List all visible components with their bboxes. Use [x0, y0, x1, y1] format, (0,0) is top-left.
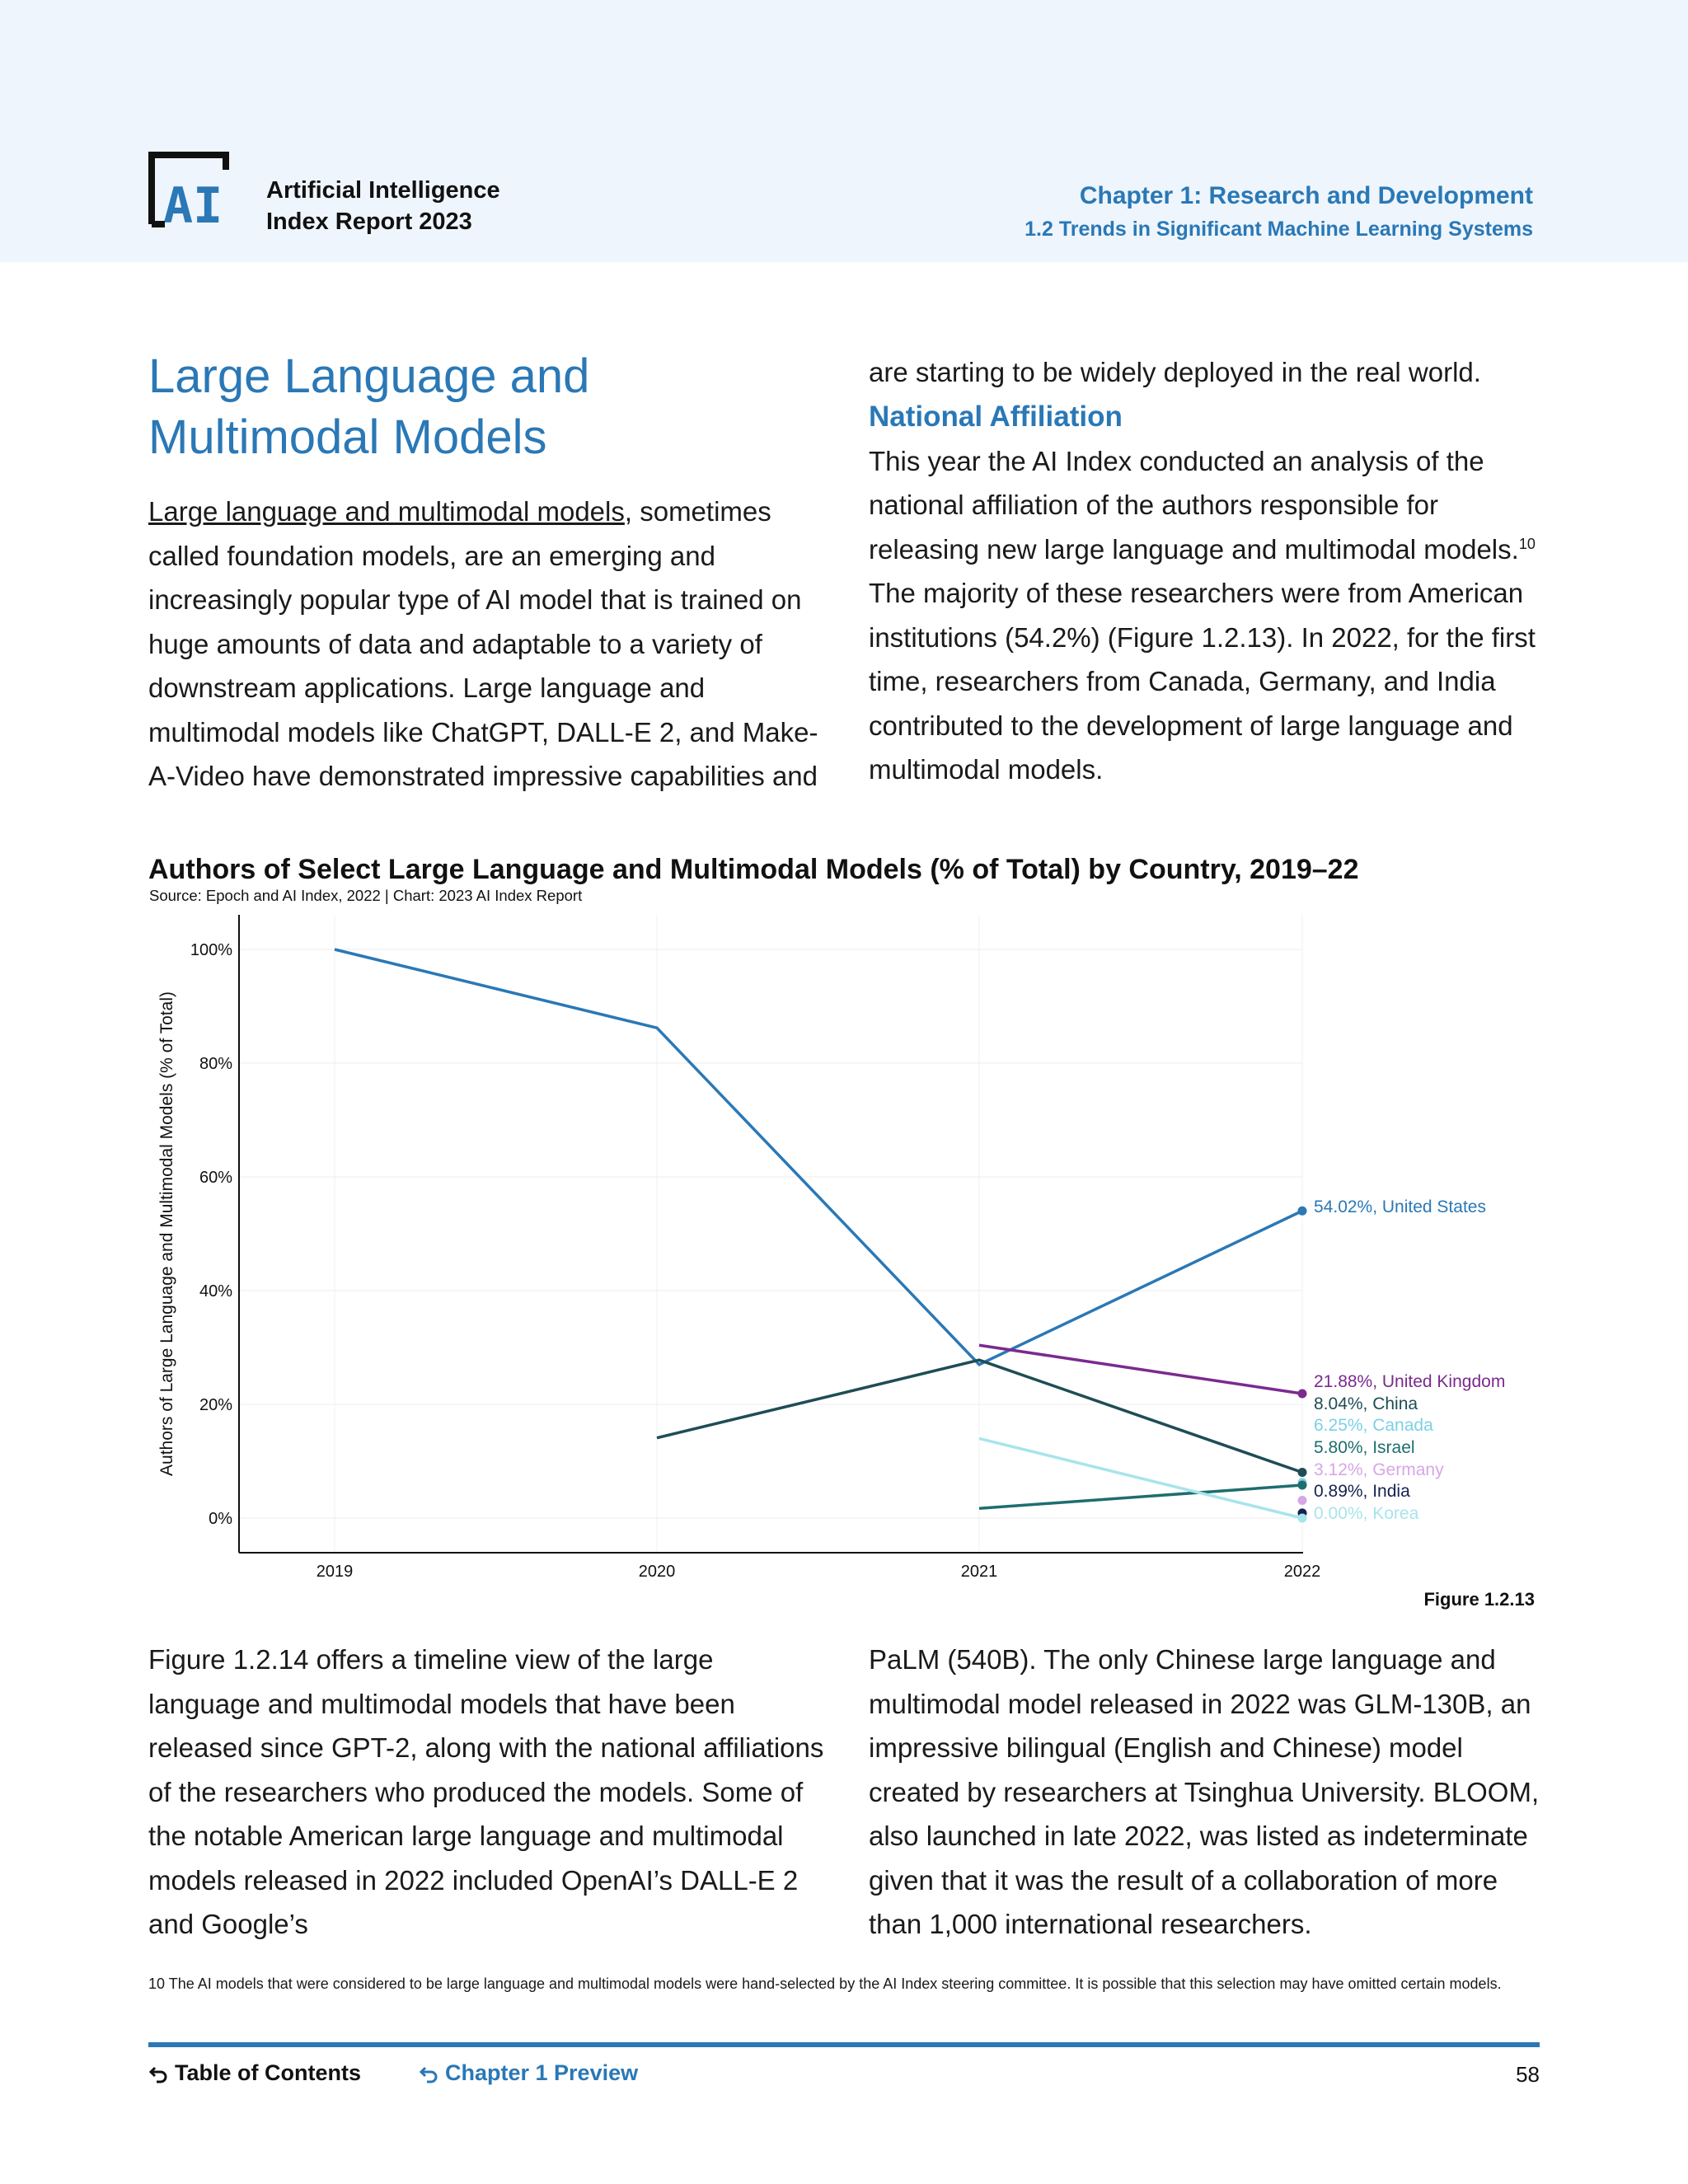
- series-label-canada: 6.25%, Canada: [1314, 1416, 1433, 1435]
- page-title: [148, 346, 824, 468]
- timeline-paragraph: Figure 1.2.14 offers a timeline view of the large language and multimodal models that have been released since GPT-2, along with the national affiliations of the researchers who produced the models. Some of the notable American large language and multimodal models released in 2022 included OpenAI’s DALL-E 2 and Google’s: [148, 1644, 824, 1939]
- x-tick-label: 2020: [638, 1563, 676, 1581]
- chapter-title: Chapter 1: Research and Development: [1079, 182, 1533, 209]
- y-tick-label: 100%: [190, 941, 232, 959]
- series-point-united-states: [1298, 1207, 1307, 1216]
- y-axis-label: Authors of Large Language and Multimodal Models (% of Total): [157, 991, 176, 1476]
- ai-index-logo: [148, 148, 239, 229]
- national-affiliation-heading: National Affiliation: [869, 400, 1123, 433]
- section-title: 1.2 Trends in Significant Machine Learning Systems: [1025, 218, 1533, 241]
- y-tick-label: 20%: [199, 1396, 232, 1414]
- report-title-line2: Index Report 2023: [266, 209, 472, 235]
- footnote-ref[interactable]: 10: [1518, 535, 1536, 552]
- toc-label: Table of Contents: [175, 2060, 361, 2085]
- chapter-header: [1025, 180, 1533, 244]
- series-label-israel: 5.80%, Israel: [1314, 1438, 1415, 1457]
- page-title-line2: Multimodal Models: [148, 410, 547, 464]
- footnote: 10 The AI models that were considered to be large language and multimodal models were hand-selected by the AI Index steering committee. It is possible that this selection may have omitted certain models.: [148, 1975, 1502, 1992]
- report-brand: [266, 175, 500, 237]
- y-tick-label: 60%: [199, 1169, 232, 1187]
- bottom-right-column: [869, 1638, 1553, 1947]
- affiliation-paragraph: [869, 439, 1545, 792]
- series-label-india: 0.89%, India: [1314, 1482, 1410, 1501]
- series-line-united-kingdom: [979, 1345, 1302, 1394]
- table-of-contents-link[interactable]: [148, 2060, 361, 2086]
- x-tick-label: 2019: [316, 1563, 354, 1581]
- report-title-line1: Artificial Intelligence: [266, 177, 500, 204]
- footer-divider: [148, 2042, 1540, 2047]
- page-title-line1: Large Language and: [148, 349, 590, 403]
- chart-source: Source: Epoch and AI Index, 2022 | Chart: 2023 AI Index Report: [149, 887, 583, 904]
- figure-label: Figure 1.2.13: [1423, 1589, 1535, 1610]
- left-intro-column: [148, 490, 832, 799]
- series-point-united-kingdom: [1298, 1390, 1307, 1399]
- series-label-germany: 3.12%, Germany: [1314, 1460, 1444, 1479]
- y-tick-label: 80%: [199, 1055, 232, 1073]
- return-arrow-icon: [419, 2064, 438, 2084]
- series-label-china: 8.04%, China: [1314, 1394, 1418, 1413]
- y-tick-label: 0%: [209, 1510, 232, 1528]
- right-intro-column: [869, 350, 1545, 792]
- x-tick-label: 2022: [1283, 1563, 1321, 1581]
- affiliation-text-cont: The majority of these researchers were from American institutions (54.2%) (Figure 1.2.13). In 2022, for the first time, researchers from Canada, Germany, and India contributed to the development of large language and multimodal models.: [869, 578, 1536, 785]
- y-tick-label: 40%: [199, 1282, 232, 1301]
- chart-title: Authors of Select Large Language and Multimodal Models (% of Total) by Country, 2019–22: [148, 854, 1359, 885]
- page-number: 58: [1516, 2062, 1540, 2087]
- series-point-china: [1298, 1468, 1307, 1477]
- llm-link[interactable]: Large language and multimodal models: [148, 496, 625, 527]
- chapter-preview-label: Chapter 1 Preview: [445, 2060, 639, 2085]
- deployment-paragraph: are starting to be widely deployed in the real world.: [869, 357, 1481, 387]
- series-line-united-states: [335, 949, 1302, 1365]
- affiliation-text: This year the AI Index conducted an analysis of the national affiliation of the authors responsible for releasing new large language and multimodal models.: [869, 445, 1519, 565]
- svg-text:AI: AI: [163, 177, 223, 229]
- series-label-united-states: 54.02%, United States: [1314, 1197, 1486, 1216]
- palm-paragraph: PaLM (540B). The only Chinese large language and multimodal model released in 2022 was GLM-130B, an impressive bilingual (English and Chinese) model created by researchers at Tsinghua University. BLOOM, also launched in late 2022, was listed as indeterminate given that it was the result of a collaboration of more than 1,000 international researchers.: [869, 1644, 1540, 1939]
- series-point-israel: [1298, 1480, 1307, 1489]
- chapter-preview-link[interactable]: [419, 2060, 638, 2086]
- series-point-korea: [1298, 1514, 1307, 1523]
- series-label-korea: 0.00%, Korea: [1314, 1504, 1419, 1523]
- line-chart: [148, 907, 1550, 1607]
- series-label-united-kingdom: 21.88%, United Kingdom: [1314, 1372, 1506, 1391]
- bottom-left-column: [148, 1638, 832, 1947]
- intro-paragraph: [148, 490, 832, 799]
- return-arrow-icon: [148, 2064, 168, 2084]
- series-point-germany: [1298, 1496, 1307, 1505]
- x-tick-label: 2021: [960, 1563, 998, 1581]
- intro-text: , sometimes called foundation models, are an emerging and increasingly popular type of AI model that is trained on huge amounts of data and adaptable to a variety of downstream applications. Large language and multimodal models like ChatGPT, DALL-E 2, and Make-A-Video have demonstrated impressive capabilities and: [148, 496, 818, 791]
